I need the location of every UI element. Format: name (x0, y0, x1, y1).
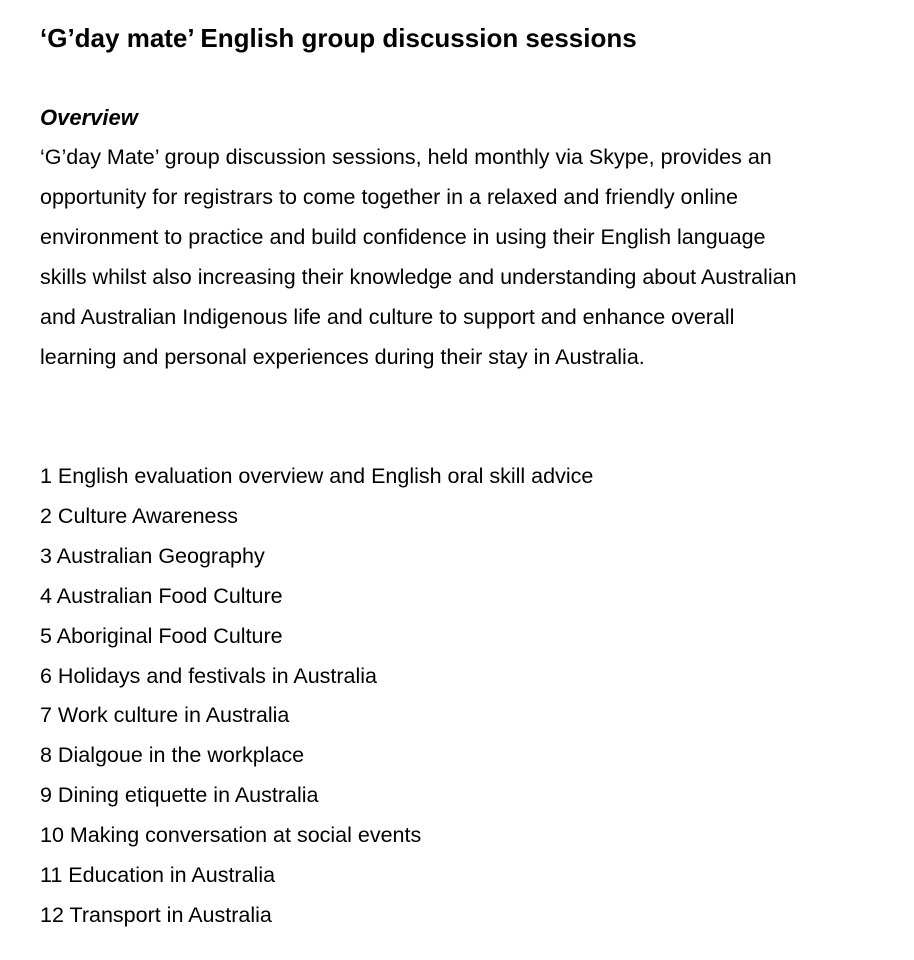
topic-item: 11 Education in Australia (40, 863, 276, 888)
topic-item: 7 Work culture in Australia (40, 703, 290, 728)
overview-line: and Australian Indigenous life and culture to support and enhance overall (40, 304, 735, 329)
overview-line: skills whilst also increasing their knowledge and understanding about Australian (40, 264, 797, 289)
overview-heading: Overview (40, 105, 138, 130)
session-topics-list (40, 457, 593, 936)
topic-item: 2 Culture Awareness (40, 503, 238, 528)
topic-item: 12 Transport in Australia (40, 902, 272, 927)
overview-line: ‘G’day Mate’ group discussion sessions, held monthly via Skype, provides an (40, 145, 772, 169)
overview-paragraph (40, 138, 900, 377)
topic-item: 10 Making conversation at social events (40, 823, 422, 848)
document-title: ‘G’day mate’ English group discussion sessions (40, 23, 637, 53)
topic-item: 8 Dialgoue in the workplace (40, 743, 305, 768)
overview-line: opportunity for registrars to come together in a relaxed and friendly online (40, 184, 738, 209)
overview-line: learning and personal experiences during their stay in Australia. (40, 344, 645, 369)
topic-item: 9 Dining etiquette in Australia (40, 783, 319, 808)
topic-item: 4 Australian Food Culture (40, 583, 283, 608)
topic-item: 3 Australian Geography (40, 543, 265, 568)
topic-item: 5 Aboriginal Food Culture (40, 623, 283, 648)
topic-item: 6 Holidays and festivals in Australia (40, 663, 378, 688)
overview-line: environment to practice and build confidence in using their English language (40, 224, 766, 249)
topic-item: 1 English evaluation overview and English oral skill advice (40, 464, 594, 488)
